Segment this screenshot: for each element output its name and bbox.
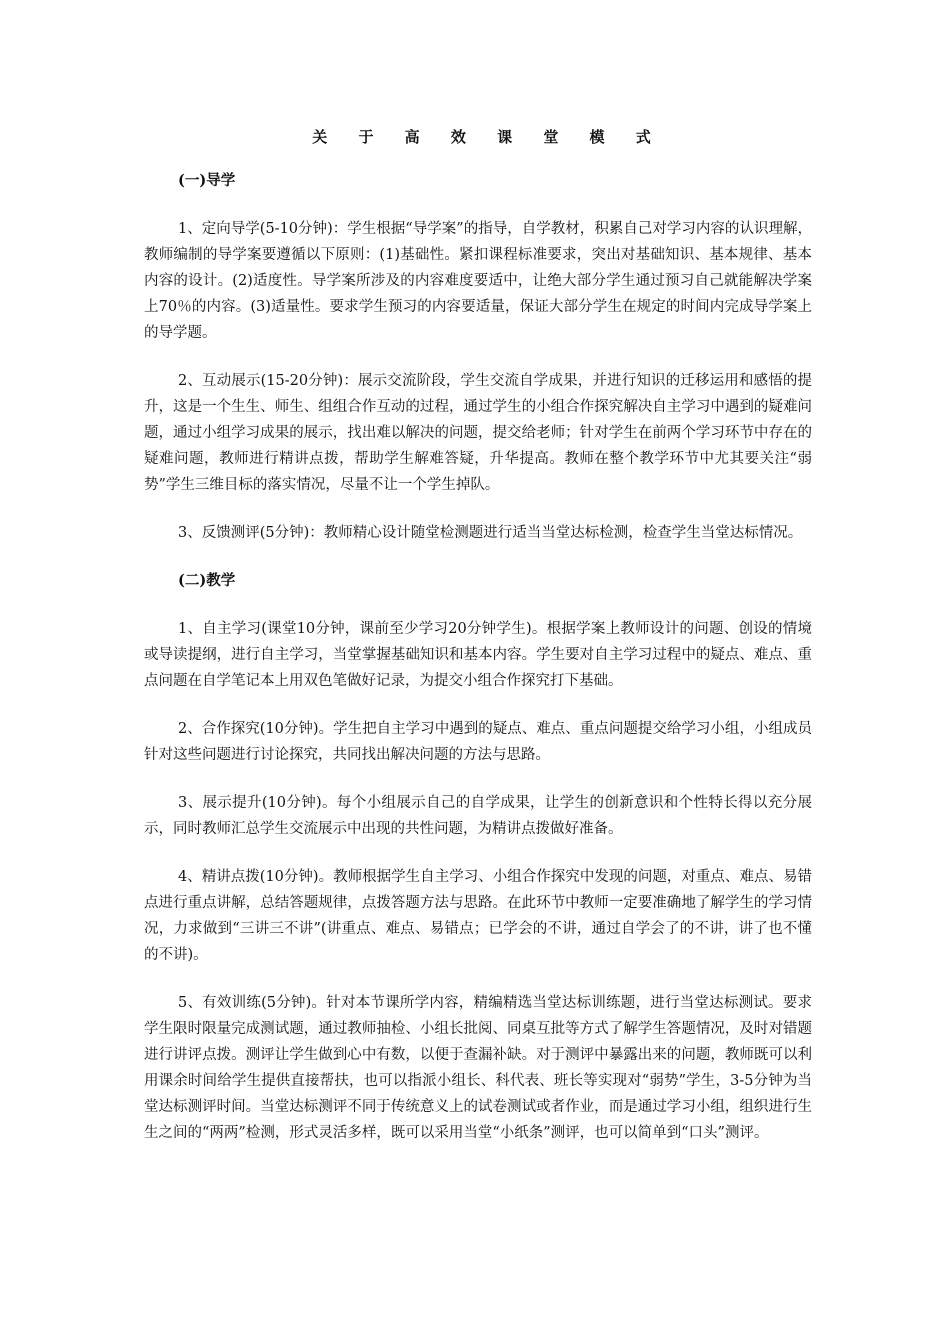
paragraph-effective-training: 5、有效训练(5分钟)。针对本节课所学内容，精编精选当堂达标训练题，进行当堂达标测试。要求学生限时限量完成测试题，通过教师抽检、小组长批阅、同桌互批等方式了解学生答题情况，及时对错题进行讲评点拨。测评让学生做到心中有数，以便于查漏补缺。对于测评中暴露出来的问题，教师既可以利用课余时间给学生提供直接帮扶，也可以指派小组长、科代表、班长等实现对“弱势”学生，3-5分钟为当堂达标测评时间。当堂达标测评不同于传统意义上的试卷测试或者作业，而是通过学习小组，组织进行生生之间的“两两”检测，形式灵活多样，既可以采用当堂“小纸条”测评，也可以简单到“口头”测评。 — [144, 995, 812, 1141]
paragraph-interactive-display: 2、互动展示(15-20分钟)：展示交流阶段，学生交流自学成果，并进行知识的迁移运用和感悟的提升，这是一个生生、师生、组组合作互动的过程，通过学生的小组合作探究解决自主学习中遇到的疑难问题，通过小组学习成果的展示，找出难以解决的问题，提交给老师；针对学生在前两个学习环节中存在的疑难问题，教师进行精讲点拨，帮助学生解难答疑，升华提高。教师在整个教学环节中尤其要关注“弱势”学生三维目标的落实情况，尽量不让一个学生掉队。 — [144, 373, 812, 493]
paragraph-display-improvement: 3、展示提升(10分钟)。每个小组展示自己的自学成果，让学生的创新意识和个性特长得以充分展示，同时教师汇总学生交流展示中出现的共性问题，为精讲点拨做好准备。 — [144, 795, 812, 837]
paragraph-feedback-assessment: 3、反馈测评(5分钟)：教师精心设计随堂检测题进行适当当堂达标检测，检查学生当堂达标情况。 — [178, 525, 803, 541]
section-heading-guide: (一)导学 — [178, 172, 236, 189]
paragraph-key-explanation: 4、精讲点拨(10分钟)。教师根据学生自主学习、小组合作探究中发现的问题，对重点、难点、易错点进行重点讲解，总结答题规律，点拨答题方法与思路。在此环节中教师一定要准确地了解学生的学习情况，力求做到“三讲三不讲”(讲重点、难点、易错点；已学会的不讲，通过自学会了的不讲，讲了也不懂的不讲)。 — [144, 869, 812, 963]
document-body — [144, 122, 812, 1168]
paragraph-cooperative-inquiry: 2、合作探究(10分钟)。学生把自主学习中遇到的疑点、难点、重点问题提交给学习小组，小组成员针对这些问题进行讨论探究，共同找出解决问题的方法与思路。 — [144, 721, 812, 763]
paragraph-self-study: 1、自主学习(课堂10分钟，课前至少学习20分钟学生)。根据学案上教师设计的问题、创设的情境或导读提纲，进行自主学习，当堂掌握基础知识和基本内容。学生要对自主学习过程中的疑点、难点、重点问题在自学笔记本上用双色笔做好记录，为提交小组合作探究打下基础。 — [144, 621, 812, 689]
section-heading-teaching: (二)教学 — [178, 572, 236, 589]
document-title: 关 于 高 效 课 堂 模 式 — [312, 128, 664, 146]
paragraph-guided-learning: 1、定向导学(5-10分钟)：学生根据“导学案”的指导，自学教材，积累自己对学习内容的认识理解，教师编制的导学案要遵循以下原则：(1)基础性。紧扣课程标准要求，突出对基础知识、基本规律、基本内容的设计。(2)适度性。导学案所涉及的内容难度要适中，让绝大部分学生通过预习自己就能解决学案上70％的内容。(3)适量性。要求学生预习的内容要适量，保证大部分学生在规定的时间内完成导学案上的导学题。 — [144, 221, 812, 341]
